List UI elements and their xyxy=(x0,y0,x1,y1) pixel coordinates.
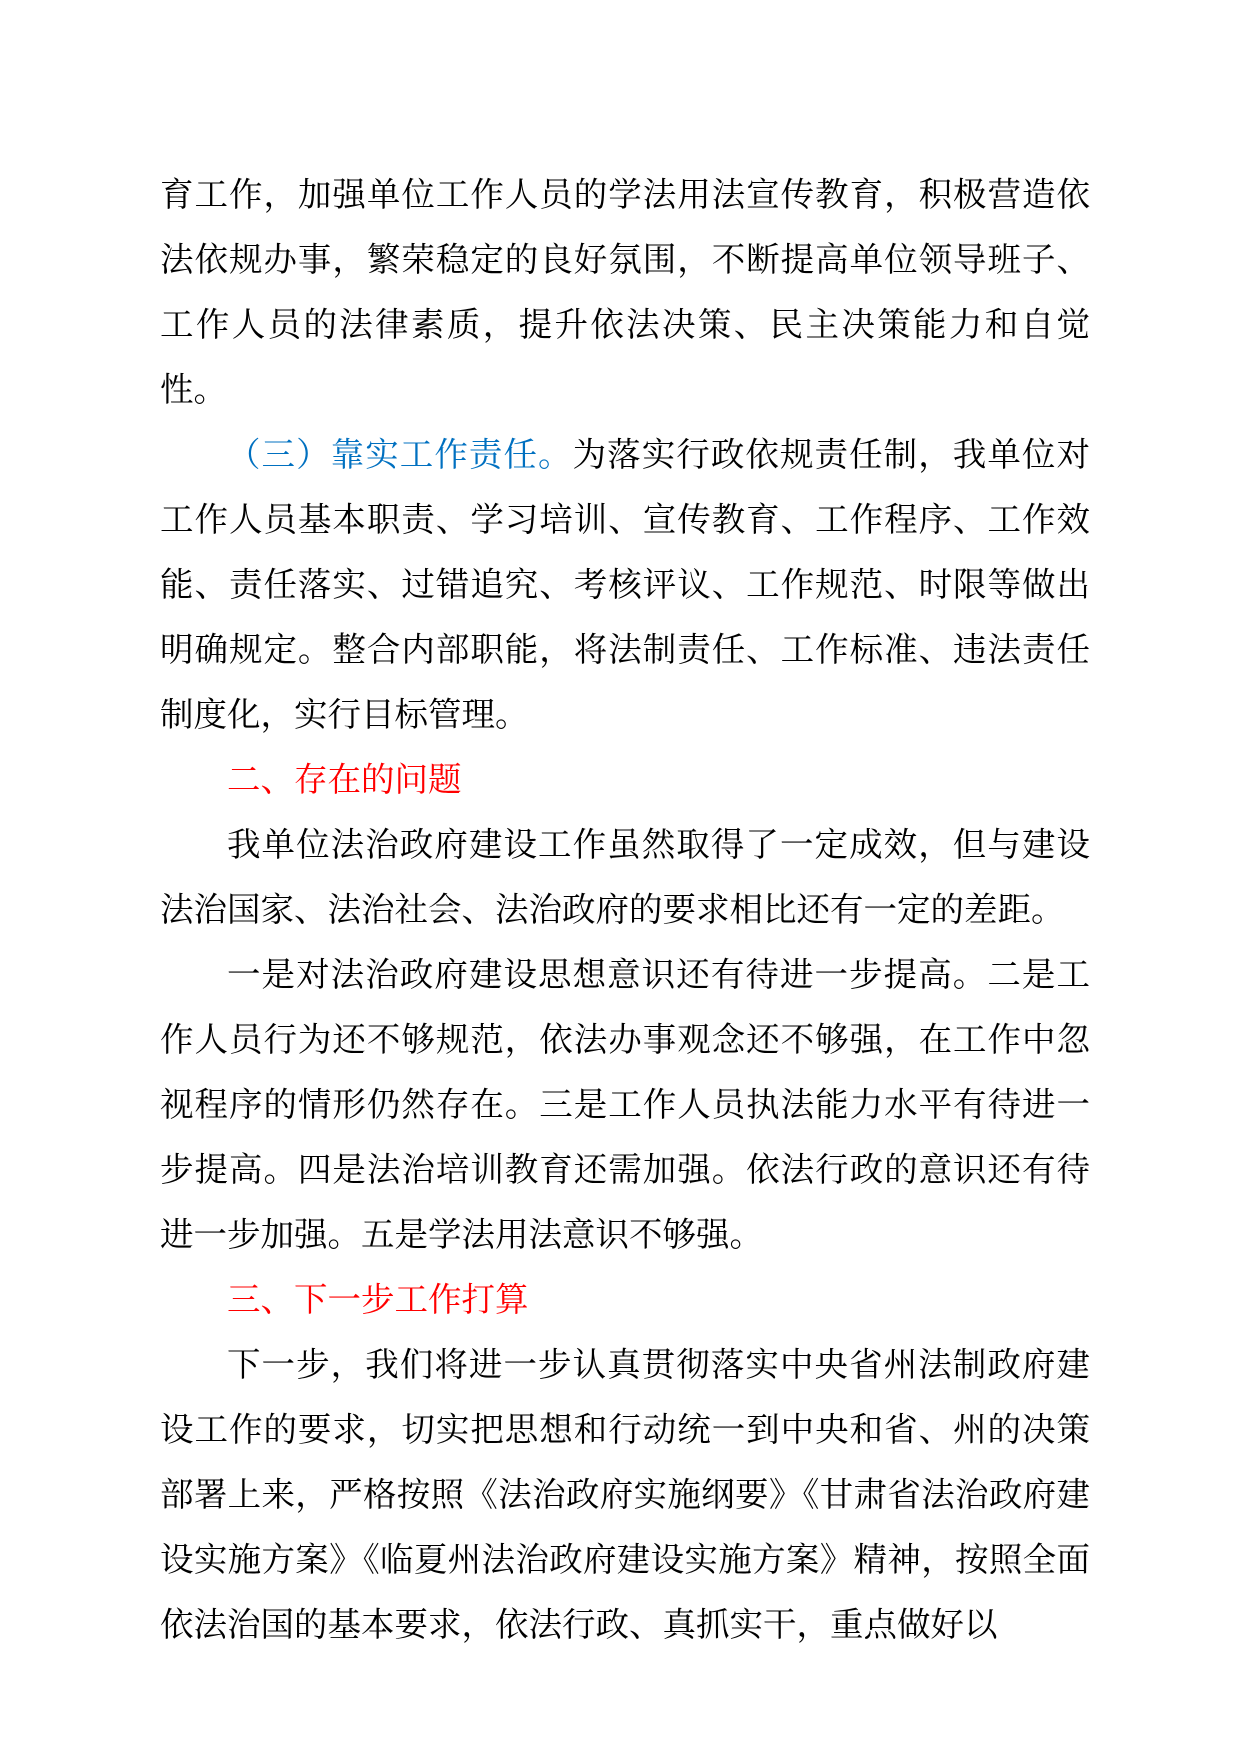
subheading-three: （三）靠实工作责任。 xyxy=(227,435,573,474)
paragraph-5: 下一步，我们将进一步认真贯彻落实中央省州法制政府建设工作的要求，切实把思想和行动统一到中央和省、州的决策部署上来，严格按照《法治政府实施纲要》《甘肃省法治政府建设实施方案》《临夏州法治政府建设实施方案》精神，按照全面依法治国的基本要求，依法行政、真抓实干，重点做好以 xyxy=(160,1345,1090,1644)
paragraph-3: 我单位法治政府建设工作虽然取得了一定成效，但与建设法治国家、法治社会、法治政府的要求相比还有一定的差距。 xyxy=(160,825,1090,929)
paragraph-2 xyxy=(160,422,1090,747)
section-heading-3: 三、下一步工作打算 xyxy=(227,1280,529,1319)
paragraph-4: 一是对法治政府建设思想意识还有待进一步提高。二是工作人员行为还不够规范，依法办事观念还不够强，在工作中忽视程序的情形仍然存在。三是工作人员执法能力水平有待进一步提高。四是法治培训教育还需加强。依法行政的意识还有待进一步加强。五是学法用法意识不够强。 xyxy=(160,955,1090,1254)
section-heading-2: 二、存在的问题 xyxy=(227,760,462,799)
paragraph-2-text: 为落实行政依规责任制，我单位对工作人员基本职责、学习培训、宣传教育、工作程序、工作效能、责任落实、过错追究、考核评议、工作规范、时限等做出明确规定。整合内部职能，将法制责任、工作标准、违法责任制度化，实行目标管理。 xyxy=(160,435,1090,734)
paragraph-1: 育工作，加强单位工作人员的学法用法宣传教育，积极营造依法依规办事，繁荣稳定的良好氛围，不断提高单位领导班子、工作人员的法律素质，提升依法决策、民主决策能力和自觉性。 xyxy=(160,175,1090,409)
document-page xyxy=(160,162,1090,1657)
